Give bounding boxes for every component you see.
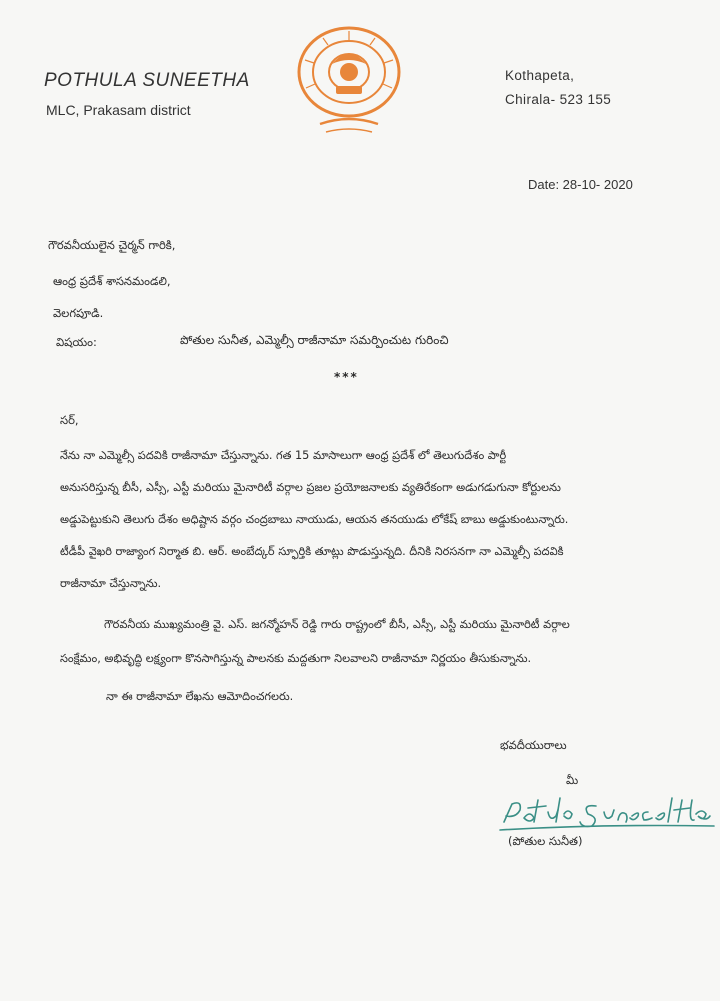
state-emblem-seal-icon bbox=[290, 24, 408, 140]
separator: *** bbox=[334, 370, 359, 384]
subject-text: పోతుల సునీత, ఎమ్మెల్సీ రాజీనామా సమర్పించుట గురించి bbox=[180, 333, 449, 347]
address-line-2: Chirala- 523 155 bbox=[505, 92, 612, 107]
paragraph-2-line: గౌరవనీయ ముఖ్యమంత్రి వై. ఎస్. జగన్మోహన్ రెడ్డి గారు రాష్ట్రంలో బీసీ, ఎస్సీ, ఎస్టీ మరియు మైనారిటీ వర్గాల bbox=[104, 618, 570, 631]
sender-title: MLC, Prakasam district bbox=[46, 102, 191, 118]
paragraph-1-line: అనుసరిస్తున్న బీసీ, ఎస్సీ, ఎస్టీ మరియు మైనారిటీ వర్గాల ప్రజల ప్రయోజనాలకు వ్యతిరేకంగా అడుగడుగునా కోర్టులను bbox=[60, 481, 561, 494]
salutation: సర్, bbox=[60, 413, 79, 427]
printed-name: (పోతుల సునీత) bbox=[508, 834, 583, 848]
subject-label: విషయం: bbox=[56, 335, 97, 349]
letter-date: Date: 28-10- 2020 bbox=[528, 177, 633, 192]
valediction: భవదీయురాలు bbox=[500, 738, 567, 752]
paragraph-1-line: అడ్డుపెట్టుకుని తెలుగు దేశం అధిష్టాన వర్గం చంద్రబాబు నాయుడు, ఆయన తనయుడు లోకేష్ బాబు అడ్డుకుంటున్నారు. bbox=[60, 513, 569, 526]
paragraph-1-line: టీడీపీ వైఖరి రాజ్యాంగ నిర్మాత బి. ఆర్. అంబేద్కర్ స్ఫూర్తికి తూట్లు పొడుస్తున్నది. దీనికి నిరసనగా నా ఎమ్మెల్సీ పదవికి bbox=[60, 545, 564, 558]
recipient-line-2: ఆంధ్ర ప్రదేశ్ శాసనమండలి, bbox=[53, 274, 171, 288]
recipient-line-1: గౌరవనీయులైన చైర్మన్ గారికి, bbox=[48, 238, 176, 252]
paragraph-1-line: నేను నా ఎమ్మెల్సీ పదవికి రాజీనామా చేస్తున్నాను. గత 15 మాసాలుగా ఆంధ్ర ప్రదేశ్ లో తెలుగుదేశం పార్టీ bbox=[60, 449, 507, 462]
paragraph-1-line: రాజీనామా చేస్తున్నాను. bbox=[60, 577, 162, 590]
address-line-1: Kothapeta, bbox=[505, 68, 575, 83]
recipient-line-3: వెలగపూడి. bbox=[53, 306, 104, 320]
sender-name: POTHULA SUNEETHA bbox=[44, 70, 250, 91]
closing-mee: మీ bbox=[566, 773, 579, 787]
paragraph-2-line: సంక్షేమం, అభివృద్ధి లక్ష్యంగా కొనసాగిస్తున్న పాలనకు మద్దతుగా నిలవాలని రాజీనామా నిర్ణయం తీసుకున్నాను. bbox=[60, 652, 532, 665]
paragraph-3: నా ఈ రాజీనామా లేఖను ఆమోదించగలరు. bbox=[106, 690, 294, 703]
